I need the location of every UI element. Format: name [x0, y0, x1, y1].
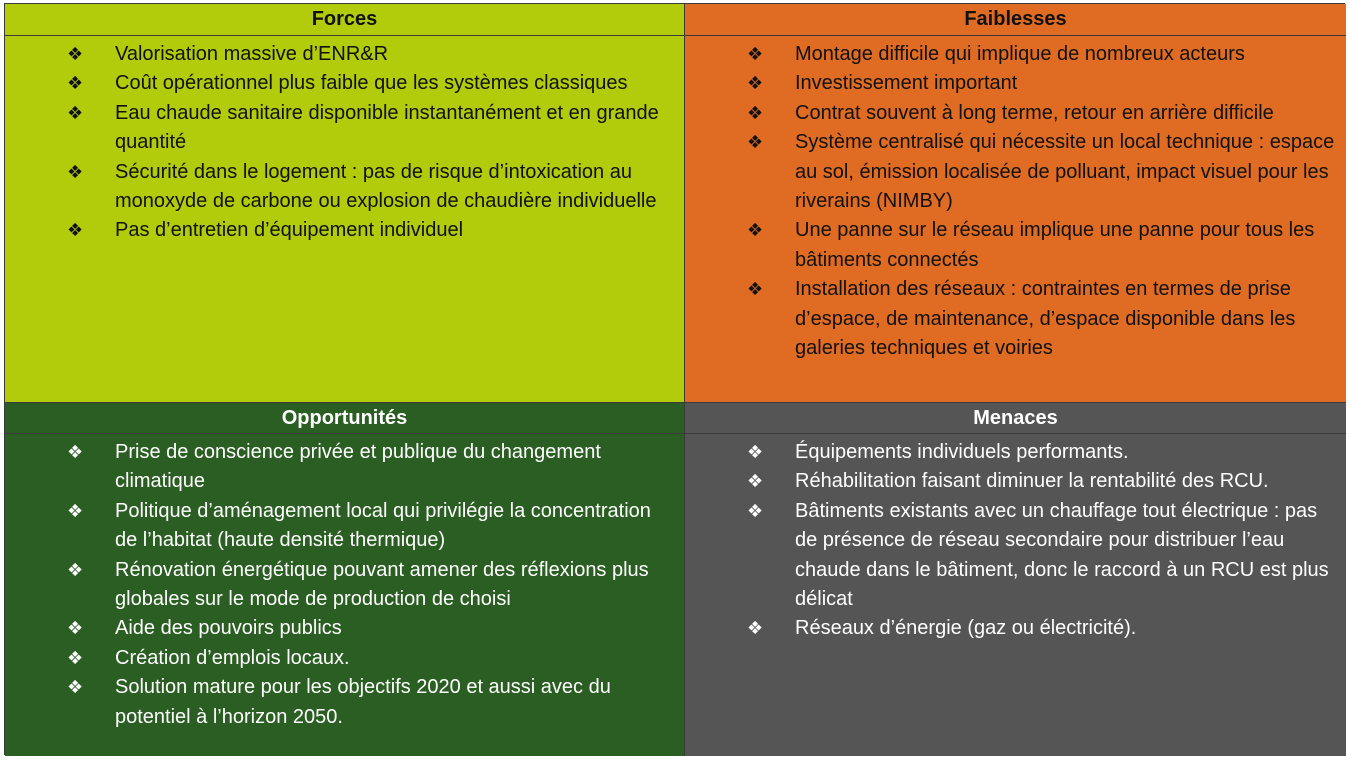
diamond-bullet-icon: ❖ [747, 442, 764, 463]
diamond-bullet-icon: ❖ [67, 102, 84, 124]
menaces-title: Menaces [973, 406, 1058, 429]
menaces-item [685, 614, 1346, 643]
forces-item-text: Pas d’entretien d’équipement individuel [115, 219, 464, 242]
opportunites-cell [5, 434, 685, 756]
faiblesses-item-text: Installation des réseaux : contraintes en termes de prise d’espace, de maintenance, d’espace disponible dans les galeries techniques et voiries [795, 278, 1296, 360]
menaces-cell [685, 434, 1346, 756]
swot-table [4, 3, 1345, 755]
opportunites-item-text: Solution mature pour les objectifs 2020 et aussi avec du potentiel à l’horizon 2050. [115, 676, 611, 728]
faiblesses-item [685, 40, 1346, 69]
menaces-item-text: Réhabilitation faisant diminuer la rentabilité des RCU. [795, 470, 1269, 493]
faiblesses-item-text: Investissement important [795, 72, 1018, 95]
faiblesses-item [685, 69, 1346, 98]
opportunites-header [5, 402, 685, 434]
diamond-bullet-icon: ❖ [67, 73, 84, 95]
forces-cell [5, 36, 685, 402]
menaces-header [685, 402, 1346, 434]
diamond-bullet-icon: ❖ [67, 559, 84, 581]
faiblesses-item [685, 128, 1346, 216]
forces-item [5, 69, 684, 98]
forces-item-text: Coût opérationnel plus faible que les systèmes classiques [115, 72, 628, 95]
diamond-bullet-icon: ❖ [67, 44, 84, 65]
opportunites-list [5, 438, 684, 732]
diamond-bullet-icon: ❖ [67, 618, 84, 640]
faiblesses-item [685, 99, 1346, 128]
diamond-bullet-icon: ❖ [747, 471, 764, 493]
opportunites-item-text: Aide des pouvoirs publics [115, 617, 342, 640]
opportunites-item-text: Rénovation énergétique pouvant amener des réflexions plus globales sur le mode de production de choisi [115, 558, 649, 611]
diamond-bullet-icon: ❖ [747, 102, 764, 124]
forces-item [5, 216, 684, 245]
faiblesses-item [685, 216, 1346, 275]
diamond-bullet-icon: ❖ [747, 44, 764, 65]
forces-item-text: Eau chaude sanitaire disponible instantanément et en grande quantité [115, 101, 659, 154]
opportunites-title: Opportunités [281, 406, 408, 429]
opportunites-item [5, 497, 684, 556]
faiblesses-title: Faiblesses [964, 8, 1067, 30]
menaces-item-text: Réseaux d’énergie (gaz ou électricité). [795, 617, 1137, 640]
diamond-bullet-icon: ❖ [67, 677, 84, 699]
opportunites-item [5, 556, 684, 615]
forces-item-text: Sécurité dans le logement : pas de risque d’intoxication au monoxyde de carbone ou explosion de chaudière individuelle [115, 160, 657, 213]
menaces-item-text: Équipements individuels performants. [795, 441, 1129, 463]
diamond-bullet-icon: ❖ [67, 442, 84, 463]
faiblesses-item-text: Montage difficile qui implique de nombreux acteurs [795, 43, 1245, 65]
faiblesses-item-text: Système centralisé qui nécessite un local technique : espace au sol, émission localisée de polluant, impact visuel pour les riverains (NIMBY) [795, 131, 1335, 213]
menaces-item [685, 467, 1346, 496]
diamond-bullet-icon: ❖ [747, 220, 764, 242]
diamond-bullet-icon: ❖ [747, 618, 764, 640]
menaces-item [685, 497, 1346, 615]
faiblesses-cell [685, 36, 1346, 402]
opportunites-item [5, 614, 684, 643]
diamond-bullet-icon: ❖ [67, 161, 84, 183]
forces-title: Forces [311, 8, 378, 30]
forces-item [5, 158, 684, 217]
forces-item [5, 40, 684, 69]
diamond-bullet-icon: ❖ [747, 500, 764, 522]
menaces-item [685, 438, 1346, 467]
forces-item-text: Valorisation massive d’ENR&R [115, 43, 389, 65]
faiblesses-list [685, 40, 1346, 363]
diamond-bullet-icon: ❖ [67, 500, 84, 522]
diamond-bullet-icon: ❖ [747, 132, 764, 154]
faiblesses-item [685, 275, 1346, 363]
diamond-bullet-icon: ❖ [67, 647, 84, 669]
opportunites-item-text: Création d’emplois locaux. [115, 646, 350, 669]
forces-list [5, 40, 684, 246]
opportunites-item-text: Politique d’aménagement local qui privilégie la concentration de l’habitat (haute densité thermique) [115, 499, 651, 552]
menaces-item-text: Bâtiments existants avec un chauffage tout électrique : pas de présence de réseau secondaire pour distribuer l’eau chaude dans le bâtiment, donc le raccord à un RCU est plus délicat [795, 499, 1329, 611]
opportunites-item [5, 644, 684, 673]
menaces-list [685, 438, 1346, 644]
opportunites-item-text: Prise de conscience privée et publique du changement climatique [115, 441, 601, 493]
opportunites-item [5, 438, 684, 497]
faiblesses-item-text: Une panne sur le réseau implique une panne pour tous les bâtiments connectés [795, 219, 1315, 271]
opportunites-item [5, 673, 684, 732]
faiblesses-header [685, 4, 1346, 36]
faiblesses-item-text: Contrat souvent à long terme, retour en arrière difficile [795, 101, 1274, 124]
diamond-bullet-icon: ❖ [747, 73, 764, 95]
forces-item [5, 99, 684, 158]
diamond-bullet-icon: ❖ [67, 220, 84, 242]
forces-header [5, 4, 685, 36]
diamond-bullet-icon: ❖ [747, 279, 764, 301]
